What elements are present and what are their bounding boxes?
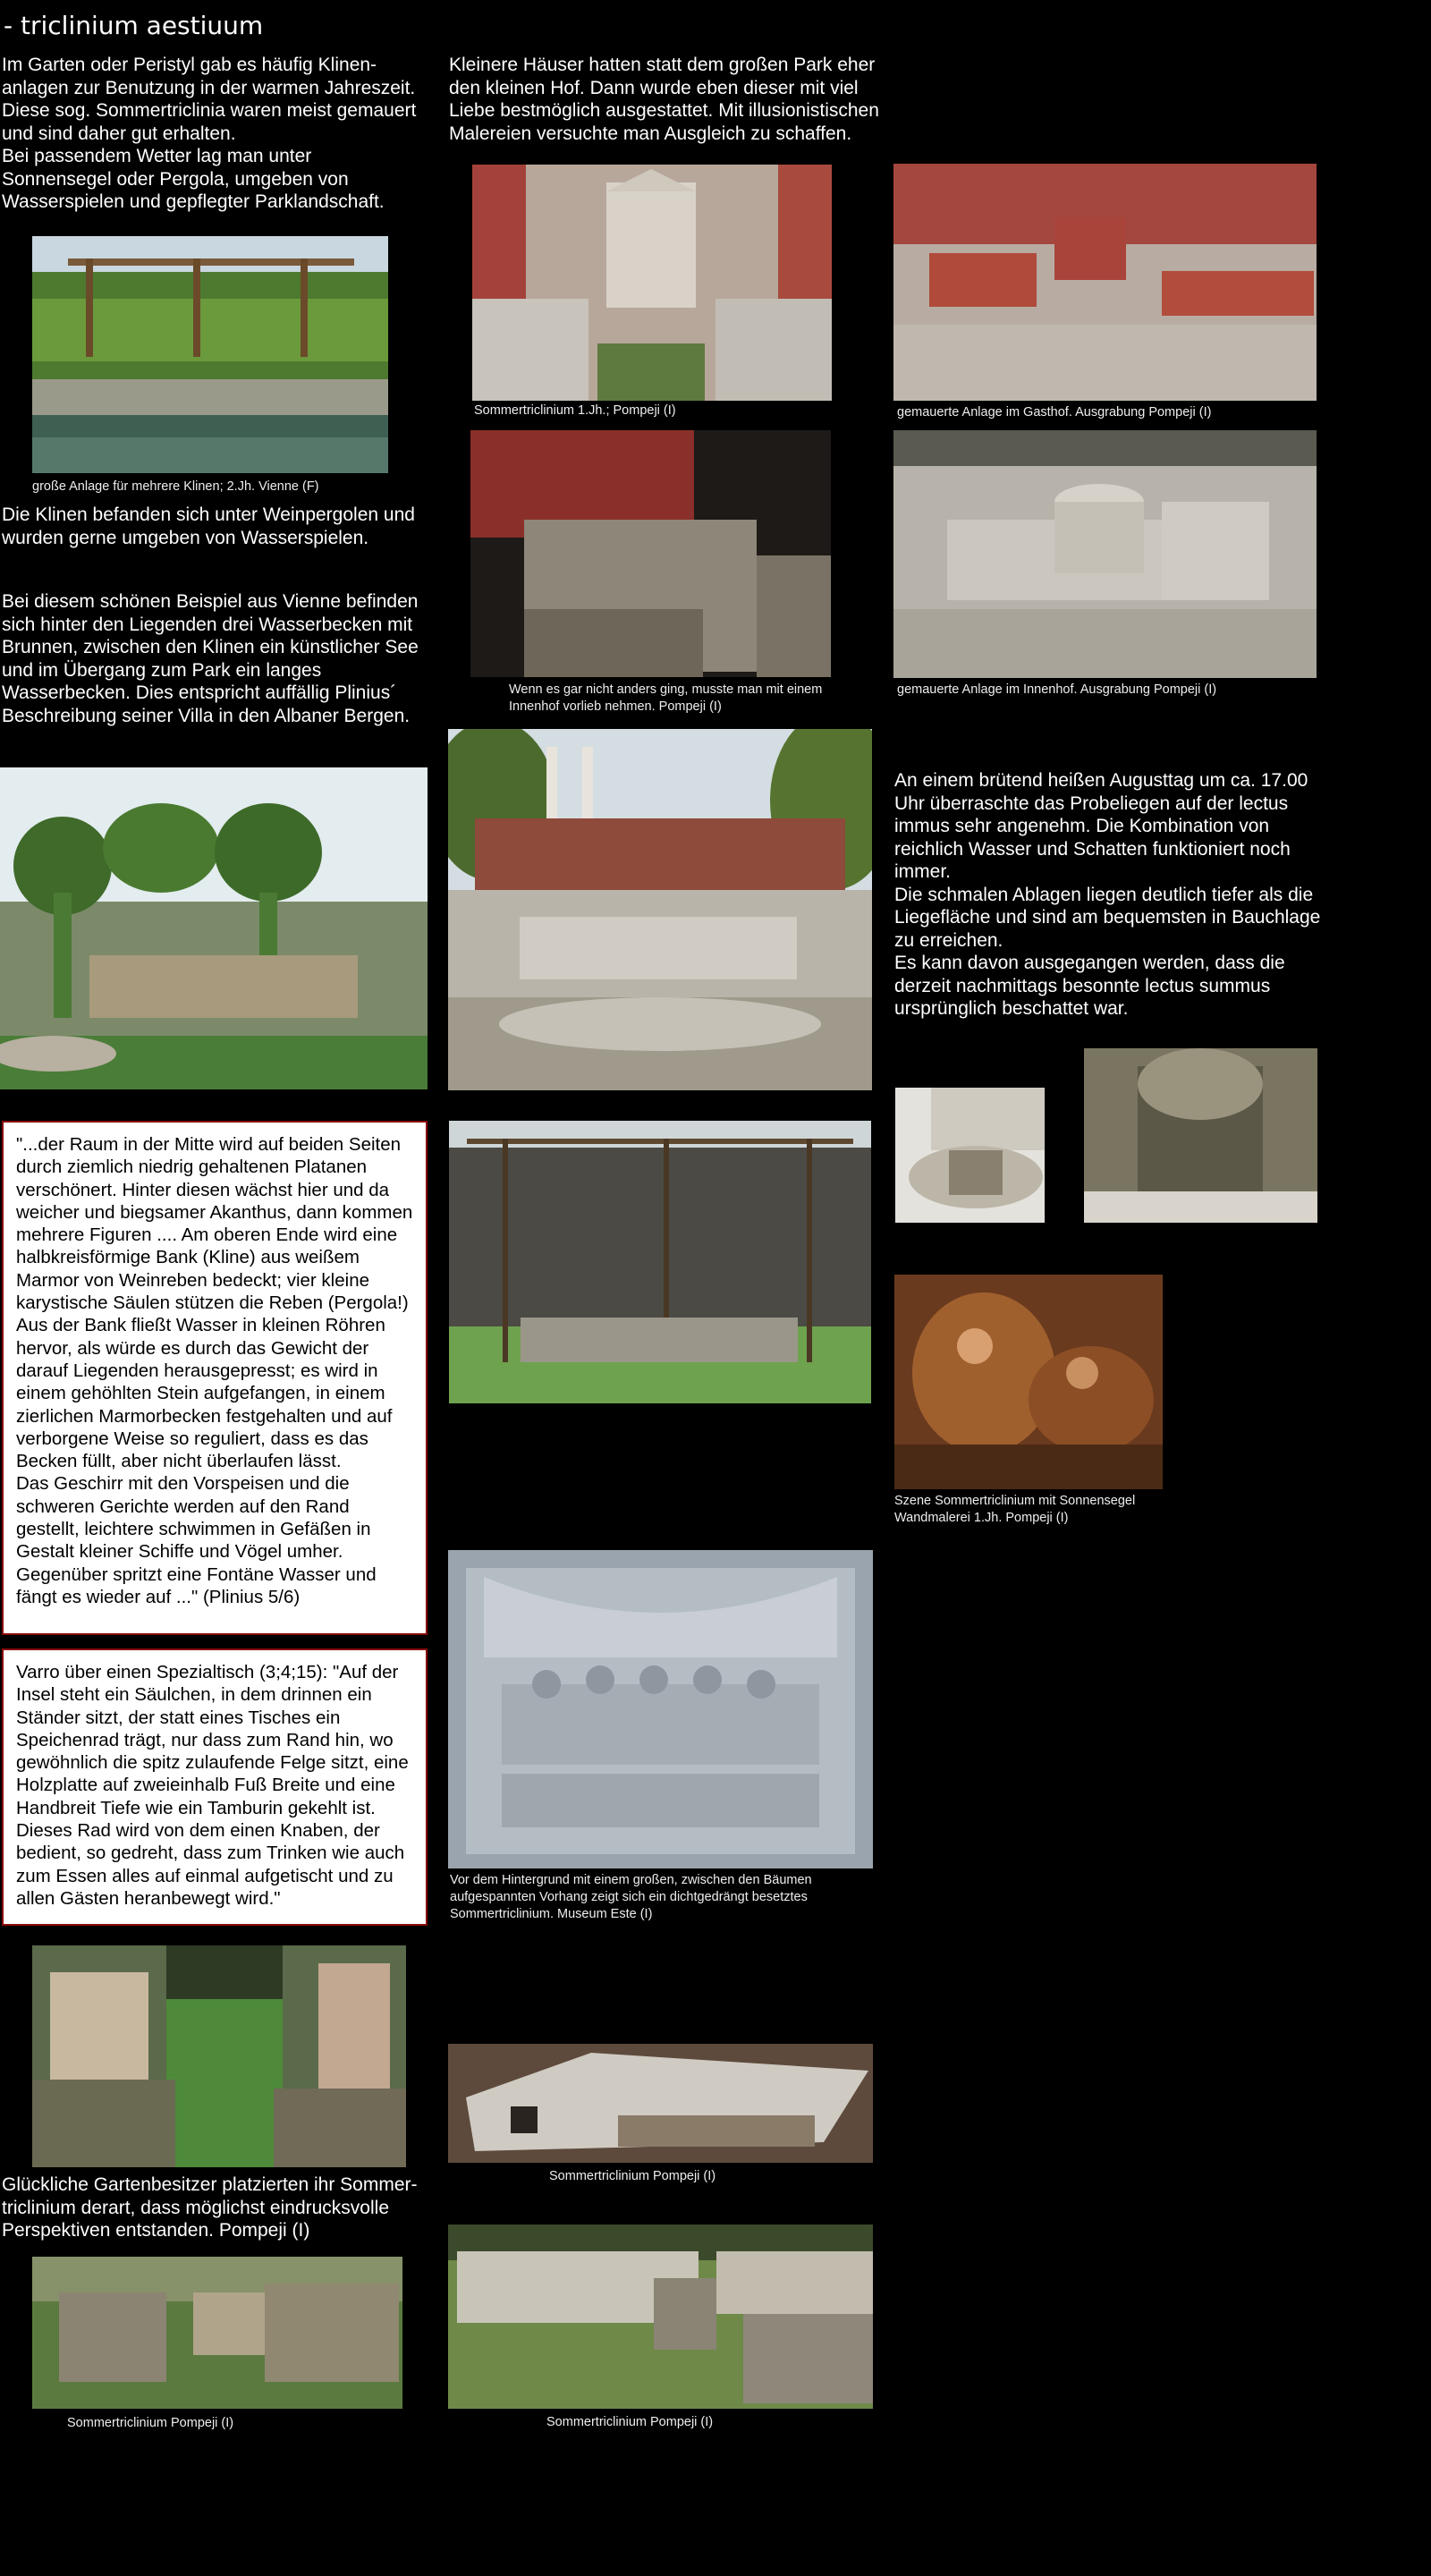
garden-text: Glückliche Gartenbesitzer platzierten ihr Sommer-triclinium derart, dass möglichst eindrucksvolle Perspektiven entstanden. Pompeji (I) <box>2 2174 418 2241</box>
photo-este-relief <box>448 1550 873 1868</box>
caption-pompeji-2: Sommertriclinium Pompeji (I) <box>546 2415 714 2429</box>
photo-stone-bench <box>448 2044 873 2163</box>
photo-garden-perspective <box>32 1945 406 2167</box>
caption-1jh: Sommertriclinium 1.Jh.; Pompeji (I) <box>474 403 676 418</box>
quote-plinius: "...der Raum in der Mitte wird auf beiden Seiten durch ziemlich niedrig gehaltenen Platanen verschönert. Hinter diesen wächst hier und da weicher und biegsamer Akanthus, dann kommen mehrere Figuren .... Am oberen Ende wird eine halbkreisförmige Bank (Kline) aus weißem Marmor von Weinreben bedeckt; vier kleine karystische Säulen stützen die Reben (Pergola!) Aus der Bank fließt Wasser in kleinen Röhren hervor, als würde es durch das Gewicht der darauf Liegenden herausgepresst; es wird in einem gehöhlten Stein aufgefangen, in einem zierlichen Marmorbecken festgehalten und auf verborgene Weise so reguliert, dass es das Becken füllt, aber nicht überlaufen lässt. Das Geschirr mit den Vorspeisen und die schweren Gerichte werden auf den Rand gestellt, leichtere schwimmen in Gefäßen in Gestalt kleiner Schiffe und Vögel umher. Gegenüber spritzt eine Fontäne Wasser und fängt es wieder auf ..." (Plinius 5/6) <box>2 1121 428 1635</box>
photo-basin-small <box>895 1088 1045 1223</box>
col2-intro-text: Kleinere Häuser hatten statt dem großen Park eher den kleinen Hof. Dann wurde eben dieser mit viel Liebe bestmöglich ausgestattet. Mit illusionistischen Malereien versuchte man Ausgleich zu schaffen. <box>449 55 879 144</box>
pergola-text: Die Klinen befanden sich unter Weinpergolen und wurden gerne umgeben von Wasserspielen. <box>2 504 415 548</box>
caption-pompeji-1: Sommertriclinium Pompeji (I) <box>549 2169 716 2183</box>
photo-pergola-frame <box>449 1121 871 1403</box>
photo-niche-small <box>1084 1048 1317 1223</box>
photo-triclinium-bottom-left <box>32 2257 402 2409</box>
photo-stone-triclinium <box>448 2224 873 2409</box>
vienne-text: Bei diesem schönen Beispiel aus Vienne befinden sich hinter den Liegenden drei Wasserbecken mit Brunnen, zwischen den Klinen ein künstlicher See und im Übergang zum Park ein langes Wasserbecken. Dies entspricht auffällig Plinius´ Beschreibung seiner Villa in den Albaner Bergen. <box>2 591 419 726</box>
caption-painting: Szene Sommertriclinium mit Sonnensegel Wandmalerei 1.Jh. Pompeji (I) <box>894 1494 1136 1525</box>
august-text: An einem brütend heißen Augusttag um ca. 17.00 Uhr überraschte das Probeliegen auf der lectus immus sehr angenehm. Die Kombination von reichlich Wasser und Schatten funktioniert noch immer. Die schmalen Ablagen liegen deutlich tiefer als die Liegefläche und sind am bequemsten in Bauchlage zu erreichen. Es kann davon ausgegangen werden, dass die derzeit nachmittags besonnte lectus summus ursprünglich beschattet war. <box>894 770 1321 1019</box>
quote-varro: Varro über einen Spezialtisch (3;4;15): "Auf der Insel steht ein Säulchen, in dem drinnen ein Ständer sitzt, der statt eines Tisches ein Speichenrad trägt, nur dass zum Rand hin, wo gewöhnlich die spitz zulaufende Felge sitzt, eine Holzplatte auf zweieinhalb Fuß Breite und eine Handbreit Tiefe wie ein Tamburin gekehlt ist. Dieses Rad wird von dem einen Knaben, der bedient, so gedreht, dass zum Trinken wie auch zum Essen alles auf einmal aufgetischt und zu allen Gästen heranbewegt wird." <box>2 1648 428 1926</box>
photo-wall-painting <box>894 1275 1163 1489</box>
photo-triclinium-large <box>448 729 872 1090</box>
caption-col3-innenhof: gemauerte Anlage im Innenhof. Ausgrabung Pompeji (I) <box>897 682 1217 697</box>
page-title: - triclinium aestiuum <box>4 11 264 40</box>
caption-este: Vor dem Hintergrund mit einem großen, zwischen den Bäumen aufgespannten Vorhang zeigt sich ein dichtgedrängt besetztes Sommertriclinium. Museum Este (I) <box>450 1873 812 1921</box>
caption-col2-innenhof: Wenn es gar nicht anders ging, musste man mit einem Innenhof vorlieb nehmen. Pompeji (I) <box>509 682 823 714</box>
caption-gasthof: gemauerte Anlage im Gasthof. Ausgrabung Pompeji (I) <box>897 405 1212 419</box>
photo-innenhof-col3 <box>893 430 1317 678</box>
caption-vienne: große Anlage für mehrere Klinen; 2.Jh. Vienne (F) <box>32 479 319 494</box>
photo-triclinium-1jh <box>472 165 832 401</box>
intro-text: Im Garten oder Peristyl gab es häufig Klinen-anlagen zur Benutzung in der warmen Jahreszeit. Diese sog. Sommertriclinia waren meist gemauert und sind daher gut erhalten. Bei passendem Wetter lag man unter Sonnensegel oder Pergola, umgeben von Wasserspielen und gepflegter Parklandschaft. <box>2 55 417 212</box>
caption-bottom-left: Sommertriclinium Pompeji (I) <box>67 2416 234 2430</box>
photo-vienne-garden <box>32 236 388 473</box>
photo-pergola-pools <box>0 767 428 1089</box>
photo-gasthof <box>893 164 1317 401</box>
photo-innenhof-small <box>470 430 831 677</box>
